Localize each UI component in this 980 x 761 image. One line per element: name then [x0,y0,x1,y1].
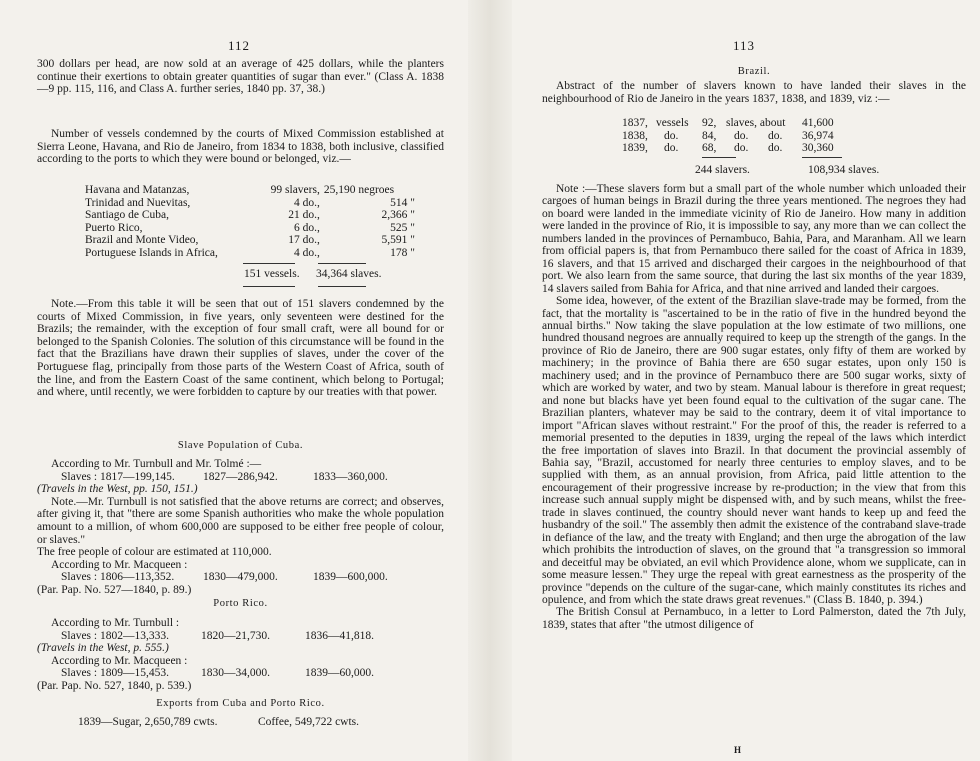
book-gutter [468,0,512,761]
vessels-label: do. [664,142,679,155]
table-row [85,184,415,197]
pr-source-line: According to Mr. Turnbull : [51,617,180,629]
vessel-count: 92, [702,117,717,129]
port-name: Portuguese Islands in Africa, [85,246,218,259]
pr-macqueen-line: According to Mr. Macqueen : [51,654,188,667]
slavers-count: 4 do., [293,196,320,209]
table-row [85,247,415,260]
left-page [0,0,468,761]
total-slaves: 34,364 slaves. [316,268,382,280]
slave-number: 41,600 [802,117,834,129]
intro-paragraph [37,58,444,96]
table-row [622,142,834,155]
vessels-intro [37,128,444,166]
note-paragraph [37,298,444,399]
slaves-label: do. [734,129,749,142]
pr-par-pap: (Par. Pap. No. 527, 1840, p. 539.) [37,679,192,692]
table-row [622,117,834,130]
year: 1839, [622,142,648,155]
total-rule [243,286,295,287]
pr-slaves-row [37,630,444,643]
cuba-note: Note.—Mr. Turnbull is not satisfied that the above returns are correct; and observes, after giving it, that "there are some Spanish authorities who make the whole population amount to a million, of whom 600,000 are supposed to be either free people of colour, or slaves." [37,495,444,546]
slaves-label: do. [768,142,783,155]
slave-count: Slaves : 1802—13,333. [61,629,169,642]
slavers-count: 4 do., [293,246,320,259]
slave-count: 1833—360,000. [313,470,388,483]
table-row [85,222,415,235]
port-name: Havana and Matanzas, [85,184,190,196]
note-text: Note.—From this table it will be seen that out of 151 slavers condemned by the courts of Mixed Commission, in five years, only seventeen were destined for the Brazils; the remainder, with the exception of four small craft, were all bound for or belonged to the Spanish Colonies. The solution of this circumstance will be found in the fact that the Brazilians have drawn their supplies of slaves, under the cover of the Portuguese flag, principally from those parts of the Western Coast of Africa, south of the line, and from the Eastern Coast of the same continent, which belong to Portugal; and where, until recently, we were forbidden to capture by our treaties with that power. [37,298,444,399]
slave-count: Slaves : 1817—199,145. [61,470,175,483]
cuba-section [37,458,444,597]
brazil-mortality-paragraph: Some idea, however, of the extent of the Brazilian slave-trade may be formed, from the fact, that the mortality is "ascertained to be in the ratio of five in the hundred beyond the annual births." Now taking the slave population at the low estimate of two millions, one hundred thousand negroes are annually required to keep up the strength of the gangs. In the province of Rio de Janeiro, there are 900 sugar estates, only fifty of them are worked by machinery; in the province of Bahia there are 650 sugar estates, upon only 150 is machinery used; and in the province of Pernambuco there are 500 sugar works, sixty of which are worked by water, and two by steam. Manual labour is therefore in great request; and none but blacks have yet been found equal to the cultivation of the sugar cane. The Brazilian planters, whatever may be said to the contrary, deem it of vital importance to import "African slaves without restraint." For the proof of this, the reader is referred to a memorial presented to the deputies in 1839, urging the repeal of the laws which interdict the free importation of slaves into Brazil. In that document the provincial assembly of Bahia say, "Brazil, accustomed for nearly three centuries to employ slaves, and to be supplied with them, as an annual provision, from Africa, paid little attention to the encouragement of their progressive increase by re-production; in the view that from this increase such annual supply might be dispensed with, and by such means, whilst the free-trade in slaves continued, the country should never want hands to keep up and feed the husbandry of the soil." The assembly then admit the existence of the contraband slave-trade in defiance of the law, and the treaty with England; and then urge the abrogation of the law which prohibits the introduction of slaves, on the ground that "a transgression so immoral and deceitful may be obviated, an evil which Providence alone, whom we supplicate, can in some measure lessen." They urge the repeal with great earnestness as the prosperity of the province "depends on the culture of the sugar-cane, which mainly constitutes its riches and opulence, and from which the state draws great revenues." (Class B. 1840, p. 394.) [542,295,966,606]
year: 1837, [622,117,648,129]
cuba-par-pap: (Par. Pap. No. 527—1840, p. 89.) [37,583,192,596]
slave-count: 1836—41,818. [305,629,374,642]
exports-sugar: 1839—Sugar, 2,650,789 cwts. [78,716,218,728]
cuba-macqueen-line: According to Mr. Macqueen : [51,558,188,571]
vessels-label: do. [664,129,679,142]
slave-count: 1839—60,000. [305,667,374,680]
negroes-count: 178 " [390,246,415,259]
negroes-count: 2,366 " [381,209,415,222]
vessel-count: 68, [702,142,717,155]
slave-count: Slaves : 1806—113,352. [61,571,175,584]
british-consul-paragraph: The British Consul at Pernambuco, in a letter to Lord Palmerston, dated the 7th July, 1839, states that after "the utmost diligence of [542,606,966,631]
negroes-count: 525 " [390,221,415,234]
slavers-count: 17 do., [288,234,320,247]
cuba-citation: (Travels in the West, pp. 150, 151.) [37,483,198,496]
sum-rule [802,157,842,158]
table-row [85,209,415,222]
sum-rule [702,157,736,158]
total-slaves: 108,934 slaves. [808,164,880,176]
porto-rico-heading: Porto Rico. [213,598,268,609]
port-name: Santiago de Cuba, [85,209,169,222]
total-slavers: 244 slavers. [695,164,750,176]
cuba-heading: Slave Population of Cuba. [177,440,304,451]
brazil-heading: Brazil. [737,66,771,77]
ports-table [85,184,415,260]
cuba-source-line: According to Mr. Turnbull and Mr. Tolmé :— [51,458,262,470]
page-number: 112 [228,38,251,53]
brazil-note-text: Note :—These slavers form but a small part of the whole number which unloaded their cargoes of human beings in Brazil during the three years mentioned. The negroes they had on board were landed in the immediate vicinity of Rio de Janeiro. How many in addition were landed in the province of Rio, it is impossible to say, any more than we can collect the numbers landed in the provinces of Pernambuco, Bahia, Para, and Maranham. All we learn from official papers is, that from Pernambuco there sailed for the coast of Africa in 1839, 16 slavers, and that 15 arrived and discharged their cargoes in the neighbourhood of that port. We also learn from the same source, that during the last six months of the year 1839, 14 slavers sailed from Bahia for Africa, and that nine arrived and landed their cargoes. [542,183,966,295]
vessel-count: 84, [702,129,717,142]
brazil-note [542,183,966,631]
exports-coffee: Coffee, 549,722 cwts. [258,716,360,728]
pr-slaves-row-2 [37,667,444,680]
slave-count: 1830—34,000. [201,667,270,680]
brazil-total [695,164,879,177]
vessels-intro-text: Number of vessels condemned by the courts of Mixed Commission established at Sierra Leone, Havana, and Rio de Janeiro, from 1834 to 1838, both inclusive, classified according to the ports to which they were bound or belonged, viz.— [37,128,444,166]
port-name: Puerto Rico, [85,221,143,234]
brazil-table [622,117,834,155]
table-row [85,197,415,210]
right-page [512,0,980,761]
negroes-count: 25,190 negroes [323,184,395,196]
slaves-label: do. [768,129,783,142]
slaves-label: slaves, about [726,117,786,129]
slaves-label: do. [734,142,749,155]
slavers-count: 99 slavers, [270,184,320,196]
pr-citation: (Travels in the West, p. 555.) [37,642,169,655]
vessels-label: vessels [656,117,689,129]
total-vessels: 151 vessels. [244,268,300,280]
intro-text: 300 dollars per head, are now sold at an average of 425 dollars, while the planters continue their exertions to obtain greater quantities of sugar than ever." (Class A. 1838—9 pp. 115, 116, and Class A. further series, 1840 pp. 37, 38.) [37,58,444,96]
exports-row [78,716,359,729]
slave-count: 1839—600,000. [313,571,388,584]
slave-count: Slaves : 1809—15,453. [61,667,169,680]
slave-number: 30,360 [802,142,834,155]
slavers-count: 6 do., [293,221,320,234]
negroes-count: 5,591 " [381,234,415,247]
ports-total [244,268,381,281]
signature-mark: H [734,745,742,755]
slave-count: 1827—286,942. [203,470,278,483]
sum-rule [318,263,366,264]
total-rule [318,286,366,287]
slavers-count: 21 do., [288,209,320,222]
cuba-free-people: The free people of colour are estimated at 110,000. [37,546,272,559]
slave-count: 1830—479,000. [203,571,278,584]
abstract-text: Abstract of the number of slavers known to have landed their slaves in the neighbourhood of Rio de Janeiro in the years 1837, 1838, and 1839, viz :— [542,80,966,105]
port-name: Brazil and Monte Video, [85,234,199,247]
cuba-slaves-row [37,471,444,484]
porto-rico-section [37,617,444,693]
slave-number: 36,974 [802,129,834,142]
table-row [85,234,415,247]
sum-rule [243,263,295,264]
abstract-paragraph [542,80,966,105]
exports-heading: Exports from Cuba and Porto Rico. [156,698,325,709]
port-name: Trinidad and Nuevitas, [85,196,191,209]
page-number: 113 [733,38,756,53]
table-row [622,130,834,143]
cuba-slaves-row-2 [37,571,444,584]
slave-count: 1820—21,730. [201,629,270,642]
year: 1838, [622,129,648,142]
negroes-count: 514 " [390,196,415,209]
